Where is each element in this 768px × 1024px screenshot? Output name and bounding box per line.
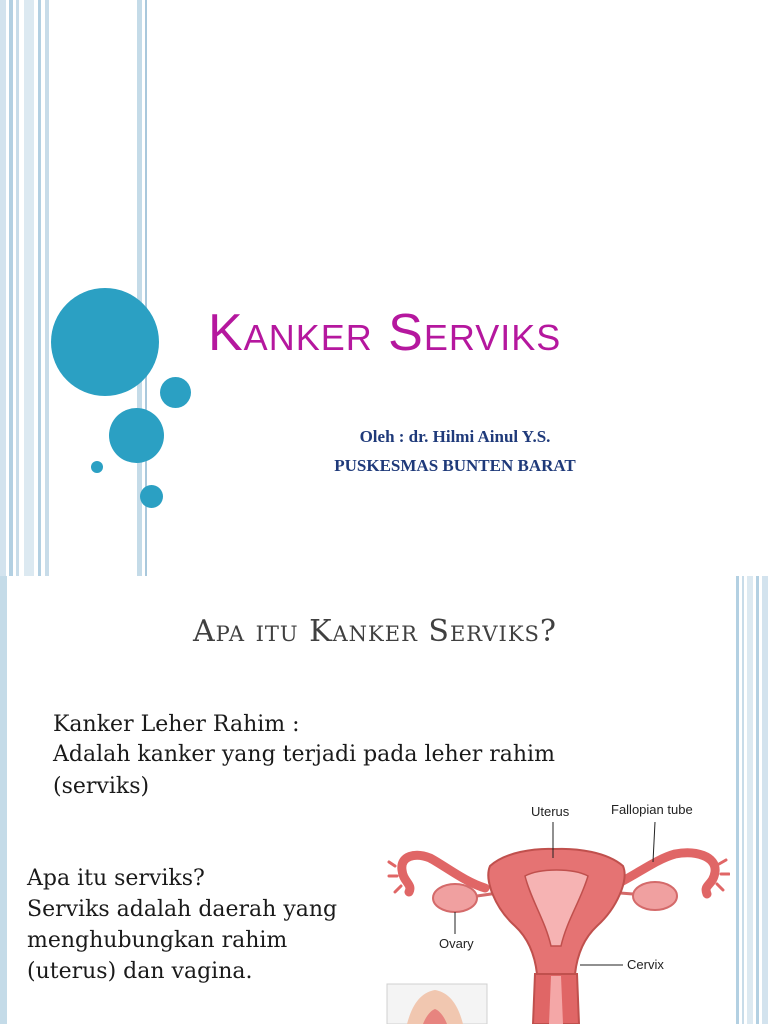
left-border — [0, 576, 7, 1024]
right-stripe — [742, 576, 744, 1024]
content-slide — [0, 576, 768, 1024]
presentation-title: Kanker Serviks — [208, 304, 562, 362]
right-stripe — [756, 576, 759, 1024]
decorative-circle — [160, 377, 191, 408]
fallopian-tube-label: Fallopian tube — [611, 802, 693, 817]
left-stripe — [38, 0, 41, 576]
right-ovary — [633, 882, 677, 910]
question-line: Serviks adalah daerah yang — [27, 897, 338, 922]
definition-line: (serviks) — [53, 774, 150, 799]
uterus-label: Uterus — [531, 804, 570, 819]
question-line: menghubungkan rahim — [27, 928, 288, 953]
right-stripe — [747, 576, 753, 1024]
question-line: Apa itu serviks? — [27, 866, 205, 891]
decorative-circle — [109, 408, 164, 463]
ovary-label: Ovary — [439, 936, 474, 951]
right-stripe — [736, 576, 739, 1024]
decorative-circle — [51, 288, 159, 396]
slide-title: Apa itu Kanker Serviks? — [193, 614, 557, 649]
definition-line: Adalah kanker yang terjadi pada leher rahim — [53, 742, 555, 767]
body-inset-image — [387, 984, 487, 1024]
right-stripe — [762, 576, 768, 1024]
left-stripe — [0, 0, 6, 576]
left-ovary — [433, 884, 477, 912]
cervix-label: Cervix — [627, 957, 664, 972]
left-stripe — [45, 0, 49, 576]
definition-line: Kanker Leher Rahim : — [53, 712, 300, 737]
left-stripe — [9, 0, 13, 576]
left-stripe — [16, 0, 19, 576]
left-stripe — [24, 0, 34, 576]
organization-line: PUSKESMAS BUNTEN BARAT — [334, 456, 576, 475]
question-line: (uterus) dan vagina. — [27, 959, 253, 984]
decorative-circle — [140, 485, 163, 508]
uterus-anatomy-diagram — [385, 796, 730, 1024]
author-line: Oleh : dr. Hilmi Ainul Y.S. — [359, 427, 551, 446]
decorative-circle — [91, 461, 103, 473]
